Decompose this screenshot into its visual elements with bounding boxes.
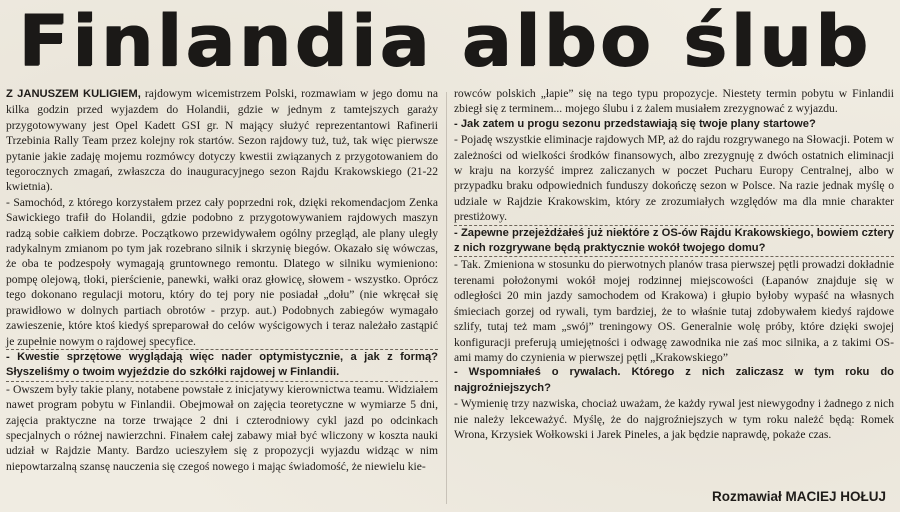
intro-text: rajdowym wicemistrzem Polski, rozmawiam w jego domu na kilka godzin przed wyjazdem do Holandii, gdzie w jednym z tamtejszych garaży przygotowywany jest Opel Kadett GSI gr. N mający służyć reprezentantowi Rafinerii Trzebinia Rally Team przez kolejny rok startów. Sezon rajdowy tuż, tuż, tak więc pierwsze pytanie jakie zadaję mojemu rozmówcy dotyczy kwestii związanych z przygotowaniem do tegorocznych zmagań, zwłaszcza do inauguracyjnego sezon Rajdu Krakowskiego (21-22 kwietnia).: [6, 87, 439, 194]
answer-paragraph: - Wymienię trzy nazwiska, chociaż uważam, że każdy rywal jest niewygodny i żadnego z nich nie należy lekceważyć. Myślę, że do najgroźniejszych w tym roku należć będą: Romek Wrona, Krzysiek Wołkowski i Jarek Pineles, a jak będzie naprawdę, pokaże czas.: [454, 397, 894, 441]
intro-lead: Z JANUSZEM KULIGIEM,: [6, 88, 141, 100]
question-paragraph: - Kwestie sprzętowe wyglądają więc nader optymistycznie, a jak z formą? Słyszeliśmy o twoim wyjeździe do szkółki rajdowej w Finlandii.: [6, 350, 438, 379]
answer-paragraph: - Samochód, z którego korzystałem przez cały poprzedni rok, dzięki rekomendacjom Zenka Sawickiego trafił do Holandii, gdzie podobno z przygotowywaniem rajdowych maszyn radzą sobie całkiem dobrze. Początkowo przewidywałem ogólny przegląd, ale plany uległy radykalnym zmianom po tym jak rozebrano silnik i skrzynię biegów. Okazało się wówczas, że oba te podzespoły wymagają gruntownego remontu. Dlatego w silniku wymieniono: pompę olejową, tłoki, pierścienie, panewki, wałki oraz głowicę, słowem - wszystko. Oprócz tego dokonano regulacji motoru, który do tej pory nie posiadał „dołu” (nie wkręcał się prawidłowo w dolnych partiach obrotów - przyp. aut.) Podobnych zabiegów wymagało zawieszenie, które ktoś kiedyś spreparował do celów wyścigowych i teraz należało zastąpić je zupełnie nowym o rajdowej specyfice.: [6, 195, 438, 348]
headline: Finlandia albo ślub: [18, 0, 872, 82]
question-paragraph: - Jak zatem u progu sezonu przedstawiają się twoje plany startowe?: [454, 117, 816, 130]
question-paragraph: - Wspomniałeś o rywalach. Którego z nich zaliczasz w tym roku do najgroźniejszych?: [454, 366, 894, 394]
answer-paragraph: - Pojadę wszystkie eliminacje rajdowych MP, aż do rajdu rozgrywanego na Słowacji. Potem w zależności od wielkości środków finansowych, albo zrezygnuję z dwóch ostatnich eliminacji w kraju na korzyść imprez zaliczanych w poczet Pucharu Europy Centralnej, albo w przypadku braku odpowiednich funduszy dokończę sezon w Polsce. Na razie jednak myślę o udziale w Rajdzie Krakowskim, który ze zrozumiałych względów ma dla mnie charakter prestiżowy.: [454, 133, 894, 224]
right-column: [454, 86, 894, 442]
answer-paragraph: - Tak. Zmieniona w stosunku do pierwotnych planów trasa pierwszej pętli prowadzi dokładnie terenami położonymi wokół mojej rodzinnej miejscowości (Łapanów znajduje się w odległości 20 min jazdy samochodem od Krakowa) i głupio byłoby wypaść na własnych śmieciach gorzej od rywali, tym bardziej, że to właśnie tutaj zdobywałem kiedyś rajdowe szlify, tutaj też mam „swój” treningowy OS. Generalnie wolę próby, które dzięki swojej konfiguracji preferują umiejętności i odwagę zawodnika nie zaś moc silnika, a z takimi OS-ami mamy do czynienia w pierwszej pętli „Krakowskiego”: [454, 258, 894, 364]
left-column: [6, 86, 438, 474]
answer-paragraph: - Owszem były takie plany, notabene powstałe z inicjatywy kierownictwa teamu. Widziałem nawet program pobytu w Finlandii. Obejmował on zajęcia teoretyczne w wymiarze 5 dni, zajęcia praktyczne na torze trwające 2 dni i czterodniowy cykl jazd po odcinkach specjalnych o różnej nawierzchni. Finałem całej zabawy miał być wliczony w koszta nauki udział w Rajdzie Manty. Bardzo ucieszyłem się z propozycji wyjazdu widząc w nim niepowtarzalną szansę nauczenia się czegoś nowego i mając świadomość, że niewielu kie-: [6, 382, 438, 473]
continued-paragraph: rowców polskich „łapie” się na tego typu propozycje. Niestety termin pobytu w Finlandii zbiegł się z terminem... mojego ślubu i z żalem musiałem zrezygnować z wyjazdu.: [454, 87, 894, 116]
column-rule: [446, 92, 447, 504]
intro-paragraph: [6, 86, 438, 195]
byline-signature: Rozmawiał MACIEJ HOŁUJ: [711, 489, 886, 504]
question-paragraph: - Zapewne przejeżdżałeś już niektóre z OS-ów Rajdu Krakowskiego, bowiem cztery z nich rozgrywane będą praktycznie wokół twojego domu?: [454, 226, 894, 255]
